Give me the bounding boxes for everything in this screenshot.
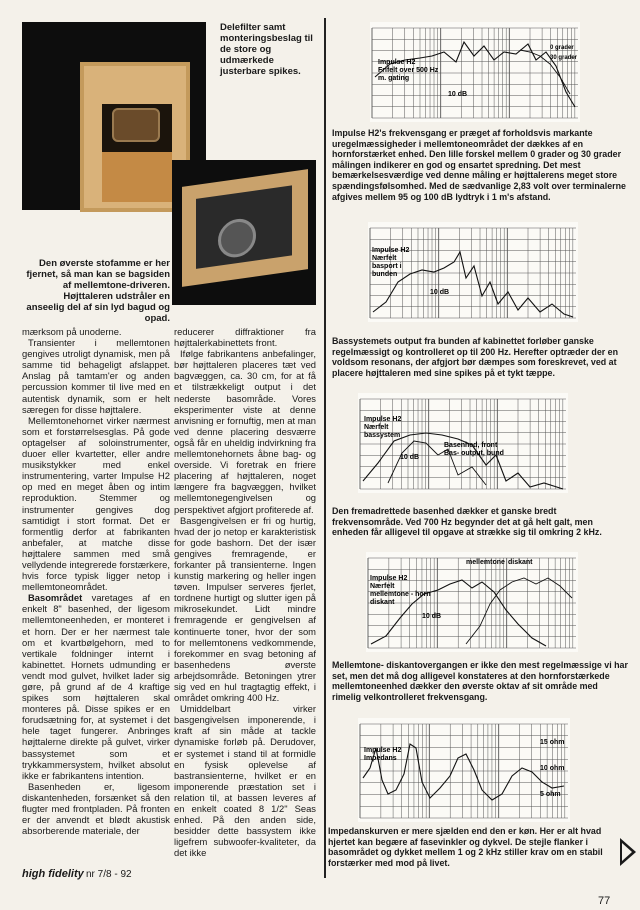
chart-label: 0 grader <box>550 45 574 51</box>
frequency-response-chart-4 <box>366 552 578 652</box>
chart-label: 5 ohm <box>540 791 561 798</box>
paragraph: Mellemtonehornet virker nærmest som et forstørrelsesglas. På gode optagelser af soloinstrumenter, duoer eller kvartetter, eller andre musikstykker med enkel instrumentering, varter Impulse H2 op med en meget åben og intim reproduktion. Stemmer og instrumenter gengives dog samtidigt i stort format. Det er formentlig derfor at fabrikanten anbefaler, at matche disse højttalere sammen med små vellydende integrerede forstærkere, hvis force typisk ligger netop i mellemtoneområdet. <box>22 414 170 593</box>
chart-caption-3: Den fremadrettede basenhed dækker et ganske bredt frekvensområde. Ved 700 Hz begynder det at gå helt galt, men enheden får alligevel til opgave at strække sig til omkring 2 kHz. <box>332 506 602 538</box>
paragraph: Transienter i mellemtonen gengives utroligt dynamisk, men på samme tid behageligt afslappet. Anslag på tamtam'er og anden percussion kommer til live med en autentisk dynamik, som er helt særegen for disse højttalere. <box>22 337 170 415</box>
chart-caption-1: Impulse H2's frekvensgang er præget af forholdsvis markante uregelmæssigheder i mellemtoneområdet der dækkes af en hornforstærket enhed. Den lille forskel mellem 0 grader og 30 grader målingen indikerer en god og ensartet spredning. Det mest bemærkelsesværdige ved denne måling er højttalerens meget store spændingsfølsomhed. Med de sædvanlige 2,83 volt over terminalerne afgives mellem 95 og 100 dB lydtryk i 1 m's afstand. <box>332 128 626 202</box>
chart-label: bunden <box>372 271 398 278</box>
paragraph: mærksom på unoderne. <box>22 326 122 337</box>
chart-label: diskant <box>370 599 395 606</box>
page-number: 77 <box>598 895 611 907</box>
midrange-curve <box>371 580 546 646</box>
paragraph: Basenheden er, ligesom diskantenheden, forsænket så den flugter med frontpladen. På fronten er der anvendt et blødt akustisk absorberende materiale, der <box>22 780 170 837</box>
woofer-illustration <box>218 216 256 259</box>
chart-label: mellemtone <box>466 559 505 566</box>
frequency-response-chart-2 <box>368 222 578 322</box>
magazine-logo: high fidelity <box>22 868 84 880</box>
chart-caption-5: Impedanskurven er mere sjælden end den er køn. Her er alt hvad hjertet kan begære af fasevinkler og dykvel. De stejle flanker i basområdet og dykket mellem 1 og 2 kHz stiller krav om en stabil forstærker med mod på livet. <box>328 826 603 868</box>
article-column-2 <box>174 326 316 859</box>
chart-label: Impulse H2 <box>370 575 408 582</box>
chart-label: bassystem <box>364 432 401 439</box>
paragraph: Umiddelbart virker basgengivelsen imponerende, i kraft af sin måde at tackle dynamiske forløb på. Derudover, er systemet i stand til at formidle en fysisk oplevelse af bastransienterne, hvilket er en imponerende præstation set i relation til, at bassen leveres af en enkelt coated 8 1/2" Seas enhed. På den anden side, besidder dette bassystem ikke ligefrem subwoofer-kvaliteter, da det ikke <box>174 703 316 859</box>
chart-label: Frifelt over 500 Hz <box>378 67 439 74</box>
chart-label: Impulse H2 <box>378 59 416 66</box>
chart-label: Bas- output, bund <box>444 450 504 457</box>
chart-label: Impedans <box>364 755 397 762</box>
tweeter-curve <box>466 578 572 644</box>
frequency-response-chart-3 <box>358 393 568 493</box>
chart-label: m. gating <box>378 75 410 82</box>
chart-label: Nærfelt <box>372 255 397 262</box>
chart-label: basport i <box>372 263 402 270</box>
chart-caption-2: Bassystemets output fra bunden af kabinettet forløber ganske regelmæssigt og kontrolleret op til 200 Hz. Herefter optræder der en voldsom resonans, der afgjort bør dæmpes som foreskrevet, ved at placere højttaleren med sine spikes på et tykt tæppe. <box>332 336 619 378</box>
chart-label: diskant <box>508 559 533 566</box>
photo-caption-crossover: Delefilter samt monteringsbeslag til de store og udmærkede justerbare spikes. <box>220 22 313 77</box>
impedance-chart <box>358 718 570 822</box>
paragraph: reducerer diffraktioner fra højttalerkabinettets front. <box>174 326 316 349</box>
paragraph: Ifølge fabrikantens anbefalinger, bør højttaleren placeres tæt ved bagvæggen, ca. 30 cm, for at få et tilstrækkeligt output i det nederste basområde. Vores eksperimenter viste at denne anvisning er fornuftig, men at man ved denne placering desværre også får en uheldig indvirkning fra mellemtonehornets åbne bag- og overside. Vi foretrak en friere placering af højttaleren, noget længere fra bagvæggen, hvilket mellemtonegengivelsen og perspektivet afgjort profiterede af. <box>174 348 316 515</box>
subheading: Basområdet <box>28 592 83 604</box>
chart-label: 15 ohm <box>540 739 565 746</box>
midrange-driver-illustration <box>112 108 160 142</box>
chart-label: Impulse H2 <box>364 416 402 423</box>
chart-label: Impulse H2 <box>364 747 402 754</box>
chart-label: 30 grader <box>550 55 578 61</box>
crossover-photo <box>172 160 316 305</box>
issue-number: nr 7/8 - 92 <box>86 869 132 880</box>
chart-label: Nærfelt <box>364 424 389 431</box>
chart-label: 10 dB <box>430 289 450 296</box>
paragraph: Basområdet varetages af en enkelt 8" basenhed, der ligesom mellemtoneenheden, er monteret i et horn. Der er her nærmest tale om et kvartbølgehorn, med to vertikale foldninger internt i kabinettet. Hornets udmunding er vendt mod gulvet, hvilket lader sig gøre, på grund af de 4 kraftige spikes som højttaleren skal monteres på. Disse spikes er en forudsætning for, at systemet i det hele taget fungerer. Anbringes højttalerne direkte på gulvet, virker bassystemet som et trykkammersystem, hvilket absolut ikke er fabrikantens intention. <box>22 592 170 781</box>
column-divider <box>324 18 326 878</box>
article-column-1 <box>22 326 170 836</box>
chart-caption-4: Mellemtone- diskantovergangen er ikke den mest regelmæssige vi har set, men det må dog alligevel konstateres at den hornforstærkede mellemtoneenhed dækker den øverste oktav af sit område med rimelig velkontrolleret frekvensgang. <box>332 660 628 702</box>
chart-label: Nærfelt <box>370 583 395 590</box>
photo-caption-midrange: Den øverste stofamme er her fjernet, så man kan se bagsiden af mellemtone-driveren. Højttaleren udstråler en anseelig del af sin lyd bagud og opad. <box>26 258 170 324</box>
paragraph: Basgengivelsen er fri og hurtig, hvad der jo netop er karakteristisk for gode bashorn. Det der især gengives fremragende, er forkanter på transienterne. Ingen kunstig markering og heller ingen tøven. Impulser serveres fjerlet, tordnene hurtigt og slutter igen på mikrosekundet. Lidt mindre fremragende er gengivelsen af kontinuerte toner, hvor der som for mellemtonens vedkommende, forekommer en svag betoning af basenhedens øverste arbejdsområde. Betoningen ytrer sig ved en hul tragtagtig effekt, i området omkring 400 Hz. <box>174 514 316 704</box>
chart-label: Impulse H2 <box>372 247 410 254</box>
frequency-response-chart-1 <box>370 22 580 122</box>
chart-label: 10 dB <box>448 91 468 98</box>
chart-label: Basenhed, front <box>444 442 498 449</box>
chart-label: 10 dB <box>422 613 442 620</box>
chart-label: 10 ohm <box>540 765 565 772</box>
chart-label: mellemtone - horn <box>370 591 431 598</box>
chart-label: 10 dB <box>400 454 420 461</box>
